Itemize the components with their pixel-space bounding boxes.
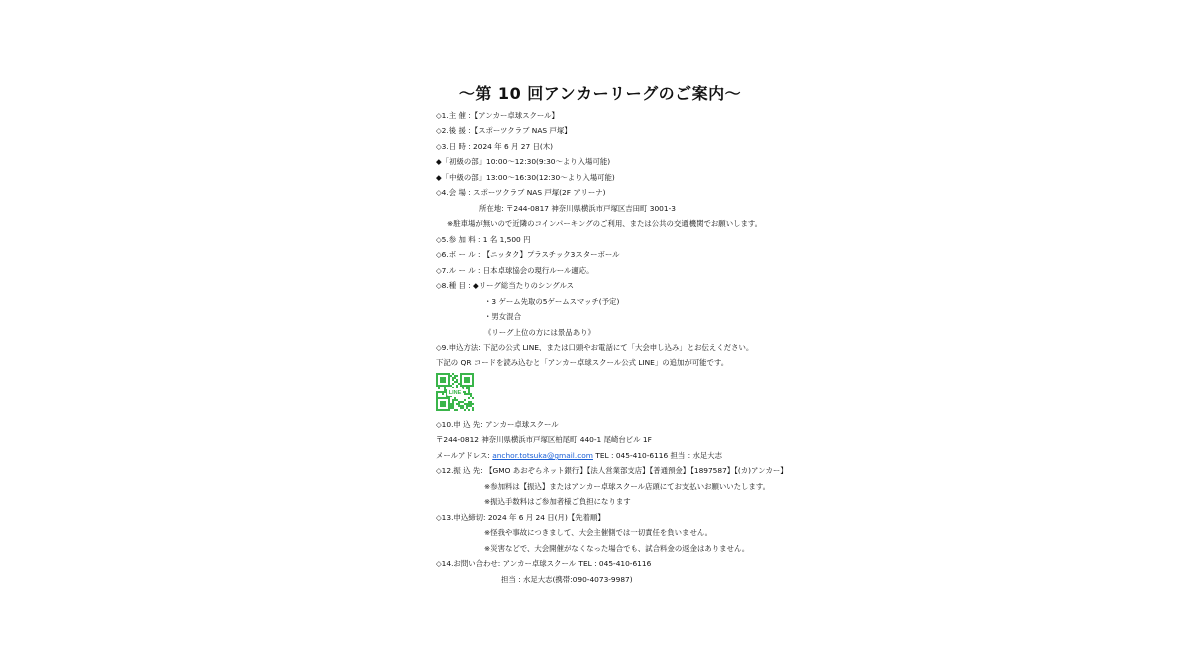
match-format-line: ・3 ゲーム先取の5ゲームスマッチ(予定) (484, 297, 620, 306)
email-line (436, 450, 722, 462)
contact-address-line: 〒244-0812 神奈川県横浜市戸塚区柏尾町 440-1 尾崎台ビル 1F (436, 435, 652, 444)
application-contact-line: ◇10.申 込 先: アンカー卓球スクール (436, 420, 559, 429)
rules-line: ◇7.ル ー ル : 日本卓球協会の現行ルール適応。 (436, 266, 594, 275)
mixed-gender-line: ・男女混合 (484, 312, 521, 321)
deadline-line: ◇13.申込締切: 2024 年 6 月 24 日(月)【先着順】 (436, 513, 605, 522)
email-link[interactable]: anchor.totsuka@gmail.com (492, 451, 593, 460)
qr-line-label: LINE (448, 390, 462, 396)
prize-line: 《リーグ上位の方には景品あり》 (484, 328, 595, 337)
inquiry-contact-person-line: 担当 : 水足大志(携帯:090-4073-9987) (501, 575, 633, 584)
payment-note-line: ※参加料は【振込】またはアンカー卓球スクール店頭にてお支払いお願いいたします。 (484, 482, 771, 491)
line-qr-code[interactable] (436, 373, 474, 411)
page-title: ～第 10 回アンカーリーグのご案内～ (458, 84, 742, 103)
ball-line: ◇6.ボ ー ル : 【ニッタク】プラスチック3スターボール (436, 250, 620, 259)
event-type-line: ◇8.種 目 : ◆リーグ総当たりのシングルス (436, 281, 575, 290)
liability-note-line: ※怪我や事故につきまして、大会主催側では一切責任を負いません。 (484, 528, 713, 537)
organizer-line: ◇1.主 催 :【アンカー卓球スクール】 (436, 111, 559, 120)
inquiry-line: ◇14.お問い合わせ: アンカー卓球スクール TEL : 045-410-6116 (436, 559, 652, 568)
bank-transfer-line: ◇12.振 込 先: 【GMO あおぞらネット銀行】【法人営業部支店】【普通預金】【1897587】【(カ)アンカー】 (436, 466, 788, 475)
venue-line: ◇4.会 場 : スポーツクラブ NAS 戸塚(2F アリーナ) (436, 188, 606, 197)
email-line-rest: TEL : 045-410-6116 担当 : 水足大志 (593, 451, 723, 460)
sponsor-line: ◇2.後 援 :【スポーツクラブ NAS 戸塚】 (436, 126, 572, 135)
refund-note-line: ※災害などで、大会開催がなくなった場合でも、試合料金の返金はありません。 (484, 544, 750, 553)
intermediate-session-line: ◆「中級の部」13:00～16:30(12:30～より入場可能) (436, 173, 615, 182)
email-label: メールアドレス: (436, 451, 493, 460)
beginner-session-line: ◆「初級の部」10:00～12:30(9:30～より入場可能) (436, 157, 611, 166)
application-method-line: ◇9.申込方法: 下記の公式 LINE、または口頭やお電話にて「大会申し込み」とお伝えください。 (436, 343, 754, 352)
qr-instruction-line: 下記の QR コードを読み込むと「アンカー卓球スクール公式 LINE」の追加が可能です。 (436, 358, 729, 367)
venue-address-line: 所在地: 〒244-0817 神奈川県横浜市戸塚区吉田町 3001-3 (479, 204, 676, 213)
parking-note-line: ※駐車場が無いので近隣のコインパーキングのご利用、または公共の交通機関でお願いします。 (447, 219, 763, 228)
transfer-fee-note-line: ※振込手数料はご参加者様ご負担になります (484, 497, 631, 506)
fee-line: ◇5.参 加 料 : 1 名 1,500 円 (436, 235, 531, 244)
date-line: ◇3.日 時 : 2024 年 6 月 27 日(木) (436, 142, 554, 151)
